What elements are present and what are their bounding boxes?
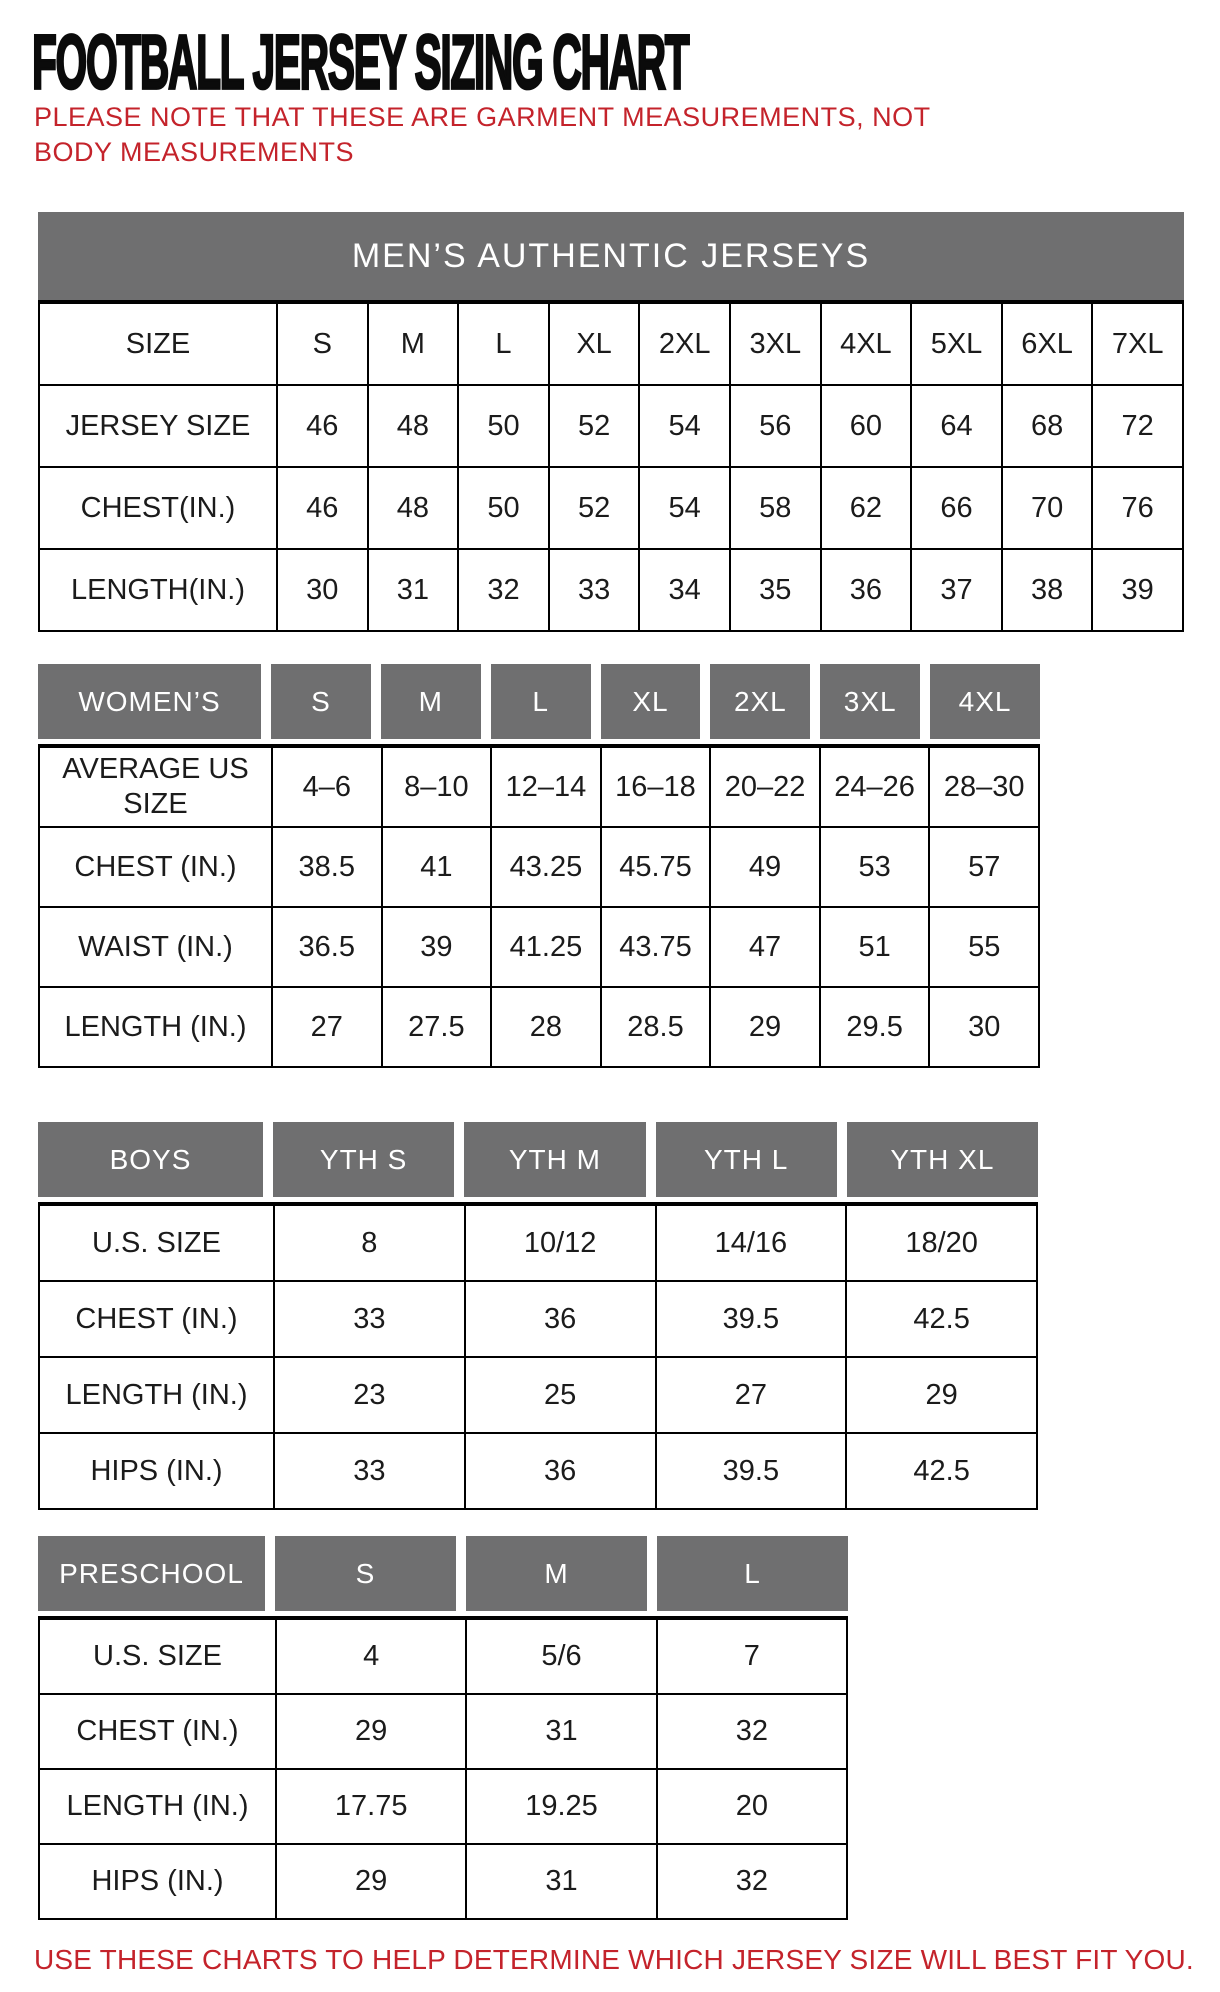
table-cell: 76 (1093, 468, 1184, 550)
row-label: AVERAGE US SIZE (40, 748, 273, 828)
table-cell: 16–18 (602, 748, 712, 828)
table-cell: 48 (369, 468, 460, 550)
table-cell: 32 (658, 1695, 848, 1770)
table-cell: 35 (731, 550, 822, 632)
boys-table-header-row (38, 1122, 1038, 1197)
table-cell: 29 (847, 1358, 1038, 1434)
table-cell: 7XL (1093, 304, 1184, 386)
table-cell: 20–22 (711, 748, 821, 828)
table-cell: 33 (275, 1282, 466, 1358)
table-cell: 25 (466, 1358, 657, 1434)
table-cell: 34 (640, 550, 731, 632)
footer-note: USE THESE CHARTS TO HELP DETERMINE WHICH JERSEY SIZE WILL BEST FIT YOU. (34, 1944, 1194, 1975)
column-header: YTH M (464, 1122, 645, 1197)
row-label: LENGTH (IN.) (40, 1770, 277, 1845)
womens-table-body (38, 744, 1040, 1068)
row-label: LENGTH (IN.) (40, 988, 273, 1068)
table-cell: 41.25 (492, 908, 602, 988)
row-label: SIZE (40, 304, 278, 386)
table-cell: 52 (550, 386, 641, 468)
column-header: YTH S (273, 1122, 454, 1197)
table-cell: 41 (383, 828, 493, 908)
table-cell: 4XL (822, 304, 913, 386)
boys-table-body (38, 1202, 1038, 1510)
table-cell: 5XL (912, 304, 1003, 386)
row-label: U.S. SIZE (40, 1620, 277, 1695)
row-label: WAIST (IN.) (40, 908, 273, 988)
mens-table-caption: MEN’S AUTHENTIC JERSEYS (38, 212, 1184, 300)
table-cell: 39.5 (657, 1282, 848, 1358)
table-cell: 6XL (1003, 304, 1094, 386)
boys-sizing-table (38, 1122, 1220, 1510)
table-cell: 33 (550, 550, 641, 632)
table-cell: 4–6 (273, 748, 383, 828)
table-cell: 28 (492, 988, 602, 1068)
table-cell: 8 (275, 1206, 466, 1282)
table-cell: 45.75 (602, 828, 712, 908)
row-label: JERSEY SIZE (40, 386, 278, 468)
preschool-table-body (38, 1616, 848, 1920)
table-cell: M (369, 304, 460, 386)
table-cell: 31 (369, 550, 460, 632)
table-cell: 36 (466, 1434, 657, 1510)
page-title-text: FOOTBALL JERSEY SIZING CHART (32, 19, 689, 106)
column-header: XL (601, 664, 701, 739)
table-cell: S (278, 304, 369, 386)
table-cell: 4 (277, 1620, 467, 1695)
table-cell: 50 (459, 468, 550, 550)
column-header: L (657, 1536, 848, 1611)
table-cell: 56 (731, 386, 822, 468)
table-cell: 66 (912, 468, 1003, 550)
row-label: LENGTH(IN.) (40, 550, 278, 632)
table-cell: 5/6 (467, 1620, 657, 1695)
row-label: HIPS (IN.) (40, 1845, 277, 1920)
womens-table-header-row (38, 664, 1040, 739)
garment-measurements-note: PLEASE NOTE THAT THESE ARE GARMENT MEASUREMENTS, NOT BODY MEASUREMENTS (34, 102, 931, 167)
row-label: CHEST (IN.) (40, 1282, 275, 1358)
table-cell: 19.25 (467, 1770, 657, 1845)
table-cell: 47 (711, 908, 821, 988)
mens-table-body (38, 300, 1184, 632)
table-cell: 29 (277, 1845, 467, 1920)
table-cell: 10/12 (466, 1206, 657, 1282)
table-cell: 38 (1003, 550, 1094, 632)
table-cell: 30 (278, 550, 369, 632)
table-cell: 27 (273, 988, 383, 1068)
table-cell: 3XL (731, 304, 822, 386)
table-cell: 54 (640, 468, 731, 550)
row-label: HIPS (IN.) (40, 1434, 275, 1510)
table-cell: L (459, 304, 550, 386)
table-cell: 42.5 (847, 1434, 1038, 1510)
preschool-sizing-table (38, 1536, 1220, 1920)
table-cell: 14/16 (657, 1206, 848, 1282)
table-cell: 31 (467, 1695, 657, 1770)
column-header: BOYS (38, 1122, 263, 1197)
column-header: PRESCHOOL (38, 1536, 265, 1611)
table-cell: 29 (711, 988, 821, 1068)
row-label: CHEST(IN.) (40, 468, 278, 550)
table-cell: 32 (459, 550, 550, 632)
table-cell: 49 (711, 828, 821, 908)
table-cell: 29.5 (821, 988, 931, 1068)
column-header: YTH L (656, 1122, 837, 1197)
table-cell: 7 (658, 1620, 848, 1695)
table-cell: 36 (822, 550, 913, 632)
table-cell: 28–30 (930, 748, 1040, 828)
table-cell: 39 (1093, 550, 1184, 632)
table-cell: 46 (278, 468, 369, 550)
table-cell: 2XL (640, 304, 731, 386)
table-cell: 38.5 (273, 828, 383, 908)
column-header: M (466, 1536, 647, 1611)
column-header: L (491, 664, 591, 739)
table-cell: 23 (275, 1358, 466, 1434)
table-cell: 39 (383, 908, 493, 988)
table-cell: XL (550, 304, 641, 386)
table-cell: 32 (658, 1845, 848, 1920)
row-label: CHEST (IN.) (40, 1695, 277, 1770)
row-label: CHEST (IN.) (40, 828, 273, 908)
table-cell: 48 (369, 386, 460, 468)
column-header: 4XL (930, 664, 1040, 739)
table-cell: 53 (821, 828, 931, 908)
table-cell: 68 (1003, 386, 1094, 468)
table-cell: 36 (466, 1282, 657, 1358)
table-cell: 8–10 (383, 748, 493, 828)
table-cell: 43.75 (602, 908, 712, 988)
table-cell: 30 (930, 988, 1040, 1068)
table-cell: 12–14 (492, 748, 602, 828)
table-cell: 72 (1093, 386, 1184, 468)
table-cell: 57 (930, 828, 1040, 908)
table-cell: 62 (822, 468, 913, 550)
table-cell: 64 (912, 386, 1003, 468)
table-cell: 50 (459, 386, 550, 468)
table-cell: 33 (275, 1434, 466, 1510)
table-cell: 58 (731, 468, 822, 550)
table-cell: 20 (658, 1770, 848, 1845)
column-header: WOMEN’S (38, 664, 261, 739)
table-cell: 55 (930, 908, 1040, 988)
table-cell: 39.5 (657, 1434, 848, 1510)
column-header: YTH XL (847, 1122, 1038, 1197)
column-header: 2XL (710, 664, 810, 739)
table-cell: 52 (550, 468, 641, 550)
table-cell: 31 (467, 1845, 657, 1920)
table-cell: 27.5 (383, 988, 493, 1068)
column-header: S (271, 664, 371, 739)
preschool-table-header-row (38, 1536, 848, 1611)
row-label: U.S. SIZE (40, 1206, 275, 1282)
table-cell: 28.5 (602, 988, 712, 1068)
table-cell: 54 (640, 386, 731, 468)
table-cell: 70 (1003, 468, 1094, 550)
table-cell: 18/20 (847, 1206, 1038, 1282)
table-cell: 43.25 (492, 828, 602, 908)
mens-authentic-jerseys-table (38, 212, 1220, 632)
table-cell: 51 (821, 908, 931, 988)
table-cell: 29 (277, 1695, 467, 1770)
table-cell: 37 (912, 550, 1003, 632)
column-header: 3XL (820, 664, 920, 739)
table-cell: 46 (278, 386, 369, 468)
table-cell: 60 (822, 386, 913, 468)
table-cell: 36.5 (273, 908, 383, 988)
womens-sizing-table (38, 664, 1220, 1068)
table-cell: 17.75 (277, 1770, 467, 1845)
column-header: S (275, 1536, 456, 1611)
row-label: LENGTH (IN.) (40, 1358, 275, 1434)
column-header: M (381, 664, 481, 739)
page-title (32, 18, 1220, 106)
table-cell: 42.5 (847, 1282, 1038, 1358)
table-cell: 24–26 (821, 748, 931, 828)
table-cell: 27 (657, 1358, 848, 1434)
